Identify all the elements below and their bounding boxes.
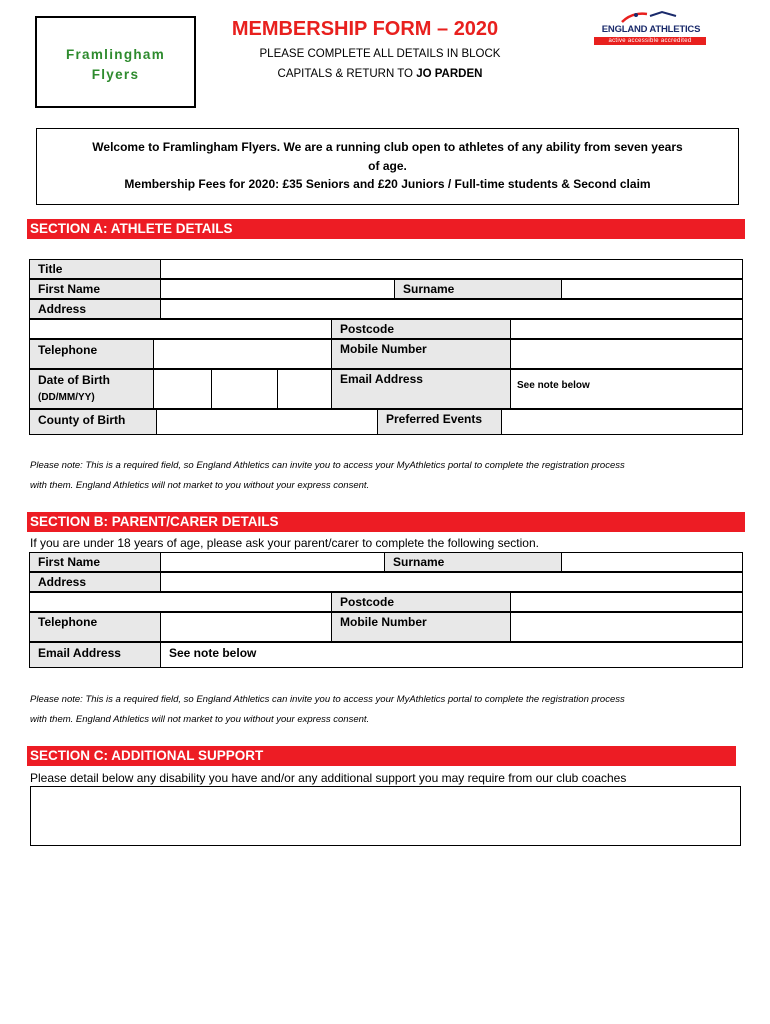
mobile-input[interactable] xyxy=(510,339,743,369)
subtitle-line2 xyxy=(200,64,560,84)
county-of-birth-label: County of Birth xyxy=(29,409,157,435)
additional-support-input[interactable] xyxy=(30,786,741,846)
postcode-label: Postcode xyxy=(331,319,511,339)
england-athletics-logo xyxy=(592,10,710,46)
club-name xyxy=(37,45,194,85)
dob-label: Date of Birth xyxy=(38,373,110,387)
section-c-intro: Please detail below any disability you have and/or any additional support you may require from our club coaches xyxy=(30,771,627,785)
form-title: MEMBERSHIP FORM – 2020 xyxy=(231,18,499,40)
form-subtitle xyxy=(200,44,560,84)
address-input-line2[interactable] xyxy=(29,319,332,339)
dob-day-input[interactable] xyxy=(153,369,212,409)
parent-first-name-input[interactable] xyxy=(160,552,385,572)
surname-label: Surname xyxy=(394,279,562,299)
parent-mobile-input[interactable] xyxy=(510,612,743,642)
preferred-events-input[interactable] xyxy=(501,409,743,435)
parent-surname-input[interactable] xyxy=(561,552,743,572)
parent-email-see-note: See note below xyxy=(169,646,257,660)
email-input[interactable] xyxy=(510,369,743,409)
address-input-line1[interactable] xyxy=(160,299,743,319)
parent-telephone-label: Telephone xyxy=(29,612,161,642)
parent-email-input[interactable] xyxy=(160,642,743,668)
title-label: Title xyxy=(29,259,161,279)
section-b-intro: If you are under 18 years of age, please ask your parent/carer to complete the following section. xyxy=(30,536,539,550)
title-input[interactable] xyxy=(160,259,743,279)
telephone-label: Telephone xyxy=(29,339,154,369)
parent-address-input-line1[interactable] xyxy=(160,572,743,592)
section-b-note-line1: Please note: This is a required field, so England Athletics can invite you to access your MyAthletics portal to complete the registration process xyxy=(30,694,625,705)
dob-year-input[interactable] xyxy=(277,369,332,409)
first-name-label: First Name xyxy=(29,279,161,299)
email-label: Email Address xyxy=(331,369,511,409)
dob-format: (DD/MM/YY) xyxy=(38,392,95,403)
mobile-label: Mobile Number xyxy=(331,339,511,369)
parent-telephone-input[interactable] xyxy=(160,612,332,642)
first-name-input[interactable] xyxy=(160,279,395,299)
dob-label-cell xyxy=(29,369,154,409)
membership-fees: Membership Fees for 2020: £35 Seniors and £20 Juniors / Full-time students & Second claim xyxy=(124,177,651,191)
section-a-note-line2: with them. England Athletics will not market to you without your express consent. xyxy=(30,480,370,491)
parent-postcode-label: Postcode xyxy=(331,592,511,612)
parent-first-name-label: First Name xyxy=(29,552,161,572)
welcome-line1: Welcome to Framlingham Flyers. We are a running club open to athletes of any ability from seven years xyxy=(92,140,683,154)
parent-postcode-input[interactable] xyxy=(510,592,743,612)
welcome-text xyxy=(37,138,738,176)
postcode-input[interactable] xyxy=(510,319,743,339)
preferred-events-label: Preferred Events xyxy=(377,409,502,435)
parent-address-input-line2[interactable] xyxy=(29,592,332,612)
section-a-note-line1: Please note: This is a required field, so England Athletics can invite you to access your MyAthletics portal to complete the registration process xyxy=(30,460,625,471)
club-name-line1: Framlingham xyxy=(65,47,166,62)
welcome-box xyxy=(36,128,739,205)
section-b-header: SECTION B: PARENT/CARER DETAILS xyxy=(27,512,745,532)
parent-email-label: Email Address xyxy=(29,642,161,668)
dob-month-input[interactable] xyxy=(211,369,278,409)
subtitle-line2-prefix: CAPITALS & RETURN TO xyxy=(277,68,417,80)
return-to-name: JO PARDEN xyxy=(416,68,483,80)
subtitle-line1: PLEASE COMPLETE ALL DETAILS IN BLOCK xyxy=(259,48,501,60)
welcome-line1b: of age. xyxy=(368,159,407,173)
parent-mobile-label: Mobile Number xyxy=(331,612,511,642)
telephone-input[interactable] xyxy=(153,339,332,369)
section-b-note-line2: with them. England Athletics will not market to you without your express consent. xyxy=(30,714,370,725)
parent-address-label: Address xyxy=(29,572,161,592)
surname-input[interactable] xyxy=(561,279,743,299)
county-of-birth-input[interactable] xyxy=(156,409,378,435)
logo-tagline: active accessible accredited xyxy=(594,37,706,45)
section-c-header: SECTION C: ADDITIONAL SUPPORT xyxy=(27,746,736,766)
address-label: Address xyxy=(29,299,161,319)
parent-surname-label: Surname xyxy=(384,552,562,572)
logo-wordmark: ENGLAND ATHLETICS xyxy=(601,24,701,35)
email-see-note: See note below xyxy=(517,380,590,391)
section-a-header: SECTION A: ATHLETE DETAILS xyxy=(27,219,745,239)
club-name-line2: Flyers xyxy=(91,67,140,82)
